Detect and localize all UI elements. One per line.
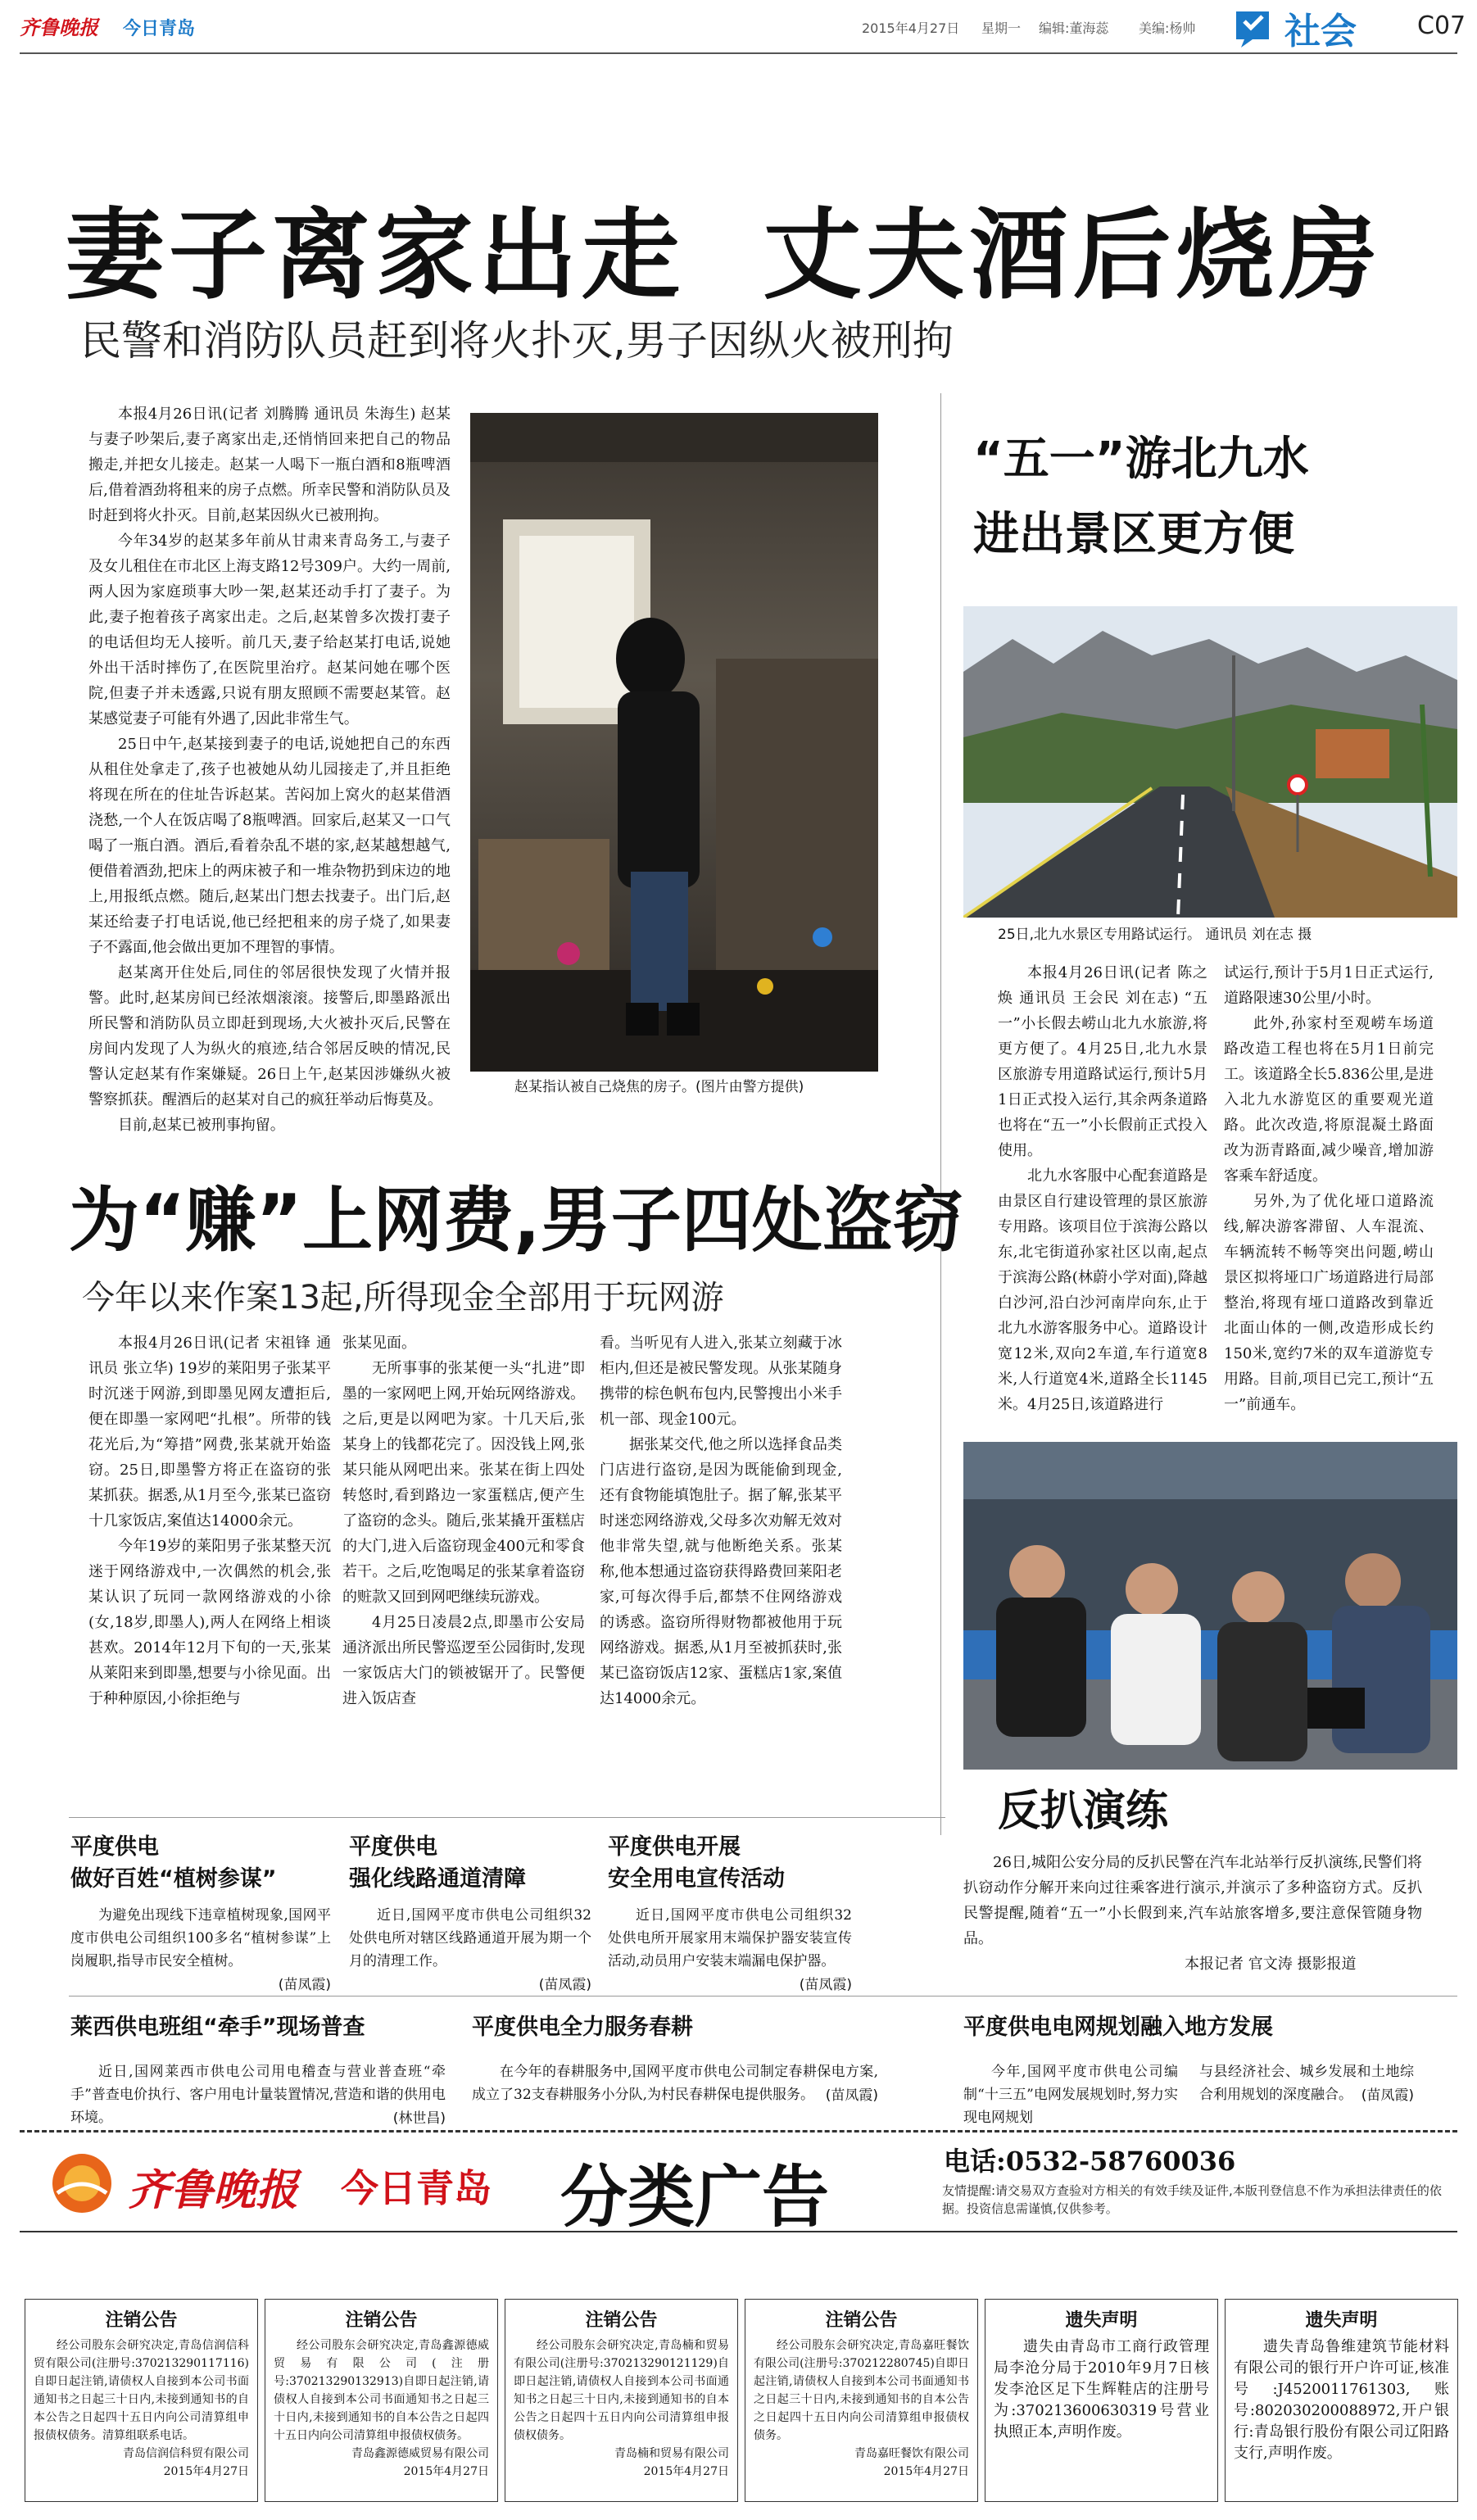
theft-paragraph: 看。当听见有人进入,张某立刻藏于冰柜内,但还是被民警发现。从张某随身携带的棕色帆布包内,民警搜出小米手机一部、现金100元。 <box>600 1335 842 1428</box>
page-designer: 美编:杨帅 <box>1139 20 1196 36</box>
brief-author: (苗凤霞) <box>278 1977 331 1993</box>
brief-card <box>349 1829 591 1993</box>
brief-body: 为避免出现线下违章植树现象,国网平度市供电公司组织100多名“植树参谋”上岗履职,指导市民安全植树。 <box>70 1907 331 1969</box>
jiushui-paragraph: 试运行,预计于5月1日正式运行,道路限速30公里/小时。 <box>1224 964 1434 1007</box>
lead-paragraph: 本报4月26日讯(记者 刘腾腾 通讯员 朱海生) 赵某与妻子吵架后,妻子离家出走,还悄悄回来把自己的物品搬走,并把女儿接走。赵某一人喝下一瓶白酒和8瓶啤酒后,借着酒劲将租来的房子点燃。所幸民警和消防队员及时赶到将火扑灭。目前,赵某因纵火已被刑拘。 <box>88 406 451 524</box>
brief-title-line2: 做好百姓“植树参谋” <box>70 1866 277 1892</box>
header-rule <box>20 52 1457 54</box>
antitheft-photo <box>963 1442 1457 1770</box>
ad-body: 经公司股东会研究决定,青岛鑫源德威贸易有限公司(注册号:370213290132913)自即日起注销,请债权人自接到本公司书面通知书之日起三十日内,未接到通知书的自本公告之日起四十五日内向公司清算组申报债权债务。 <box>274 2339 489 2442</box>
briefs-mid-rule <box>69 1996 1457 1997</box>
ad-card <box>505 2299 738 2502</box>
brief-card <box>963 2009 1422 2129</box>
section-flag-icon <box>1233 7 1272 49</box>
ad-card <box>265 2299 498 2502</box>
brief-body: 近日,国网平度市供电公司组织32处供电所开展家用末端保护器安装宣传活动,动员用户安装末端漏电保护器。 <box>608 1907 852 1969</box>
ad-body: 经公司股东会研究决定,青岛信润信科贸有限公司(注册号:370213290117116)自即日起注销,请债权人自接到本公司书面通知书之日起三十日内,未接到通知书的自本公告之日起四十五日内向公司清算组申报债权债务。清算组联系电话。 <box>34 2339 249 2442</box>
theft-paragraph: 无所事事的张某便一头“扎进”即墨的一家网吧上网,开始玩网络游戏。之后,更是以网吧为家。十几天后,张某身上的钱都花完了。因没钱上网,张某只能从网吧出来。张某在街上四处转悠时,看到路边一家蛋糕店,便产生了盗窃的念头。随后,张某撬开蛋糕店的大门,进入后盗窃现金400元和零食若干。之后,吃饱喝足的张某拿着盗窃的赃款又回到网吧继续玩游戏。 <box>342 1360 585 1606</box>
brief-author: (苗凤霞) <box>1361 2087 1414 2104</box>
jiushui-headline-line2: 进出景区更方便 <box>973 508 1294 561</box>
theft-paragraph: 张某见面。 <box>342 1335 416 1352</box>
brief-body: 与县经济社会、城乡发展和土地综合利用规划的深度融合。 <box>1199 2064 1414 2103</box>
ad-body: 经公司股东会研究决定,青岛楠和贸易有限公司(注册号:370213290121129)自即日起注销,请债权人自接到本公司书面通知书之日起三十日内,未接到通知书的自本公告之日起四十五日内向公司清算组申报债权债务。 <box>514 2339 729 2442</box>
brief-title-line1: 平度供电开展 <box>608 1834 741 1860</box>
briefs-top-rule <box>69 1817 945 1818</box>
classified-banner <box>20 2130 1457 2237</box>
lead-photo <box>470 413 878 1072</box>
classified-title: 分类广告 <box>560 2158 830 2237</box>
ad-card <box>25 2299 258 2502</box>
brief-body: 在今年的春耕服务中,国网平度市供电公司制定春耕保电方案,成立了32支春耕服务小分队,为村民春耕保电提供服务。 <box>472 2064 878 2103</box>
brief-author: (苗凤霞) <box>538 1977 591 1993</box>
ad-heading: 注销公告 <box>345 2310 418 2331</box>
ad-heading: 遗失声明 <box>1065 2310 1138 2331</box>
brief-title: 平度供电全力服务春耕 <box>472 2015 693 2040</box>
classified-brand: 齐鲁晚报 <box>128 2165 299 2215</box>
section-name: 社会 <box>1284 11 1357 52</box>
brief-body: 近日,国网平度市供电公司组织32处供电所对辖区线路通道开展为期一个月的清理工作。 <box>349 1907 591 1969</box>
brief-title-line2: 安全用电宣传活动 <box>608 1866 785 1892</box>
brief-card <box>608 1829 852 1993</box>
theft-paragraph: 4月25日凌晨2点,即墨市公安局通济派出所民警巡逻至公园街时,发现一家饭店大门的锁被锯开了。民警便进入饭店查 <box>342 1614 585 1707</box>
antitheft-body-block <box>963 1850 1422 1977</box>
lead-paragraph: 25日中午,赵某接到妻子的电话,说她把自己的东西从租住处拿走了,孩子也被她从幼儿园接走了,并且拒绝将现在所在的住址告诉赵某。苦闷加上窝火的赵某借酒浇愁,一个人在饭店喝了8瓶啤酒。回家后,赵某又一口气喝了一瓶白酒。酒后,看着杂乱不堪的家,赵某越想越气,便借着酒劲,把床上的两床被子和一堆杂物扔到床边的地上,用报纸点燃。随后,赵某出门想去找妻子。出门后,赵某还给妻子打电话说,他已经把租来的房子烧了,如果妻子不露面,他会做出更加不理智的事情。 <box>88 736 451 956</box>
theft-body-col2 <box>342 1330 585 1711</box>
brief-card <box>70 2009 446 2127</box>
brief-body: 今年,国网平度市供电公司编制“十三五”电网发展规划时,努力实现电网规划 <box>963 2064 1178 2126</box>
classified-ad-grid <box>25 2299 1458 2502</box>
ad-signature: 青岛嘉旺餐饮有限公司 <box>854 2447 969 2460</box>
classified-edition: 今日青岛 <box>341 2166 492 2210</box>
lead-body <box>88 401 451 1138</box>
ad-body: 遗失青岛鲁维建筑节能材料有限公司的银行开户许可证,核准号:J4520011761303,账号:802030200088972,开户银行:青岛银行股份有限公司辽阳路支行,声明作废。 <box>1234 2338 1449 2462</box>
classified-phone: 电话:0532-58760036 <box>944 2146 1236 2177</box>
theft-headline: 为“赚”上网费,男子四处盗窃 <box>69 1180 963 1262</box>
brief-author: (苗凤霞) <box>825 2087 878 2104</box>
ad-card <box>985 2299 1218 2502</box>
jiushui-headline-line1: “五一”游北九水 <box>973 433 1309 486</box>
ad-date: 2015年4月27日 <box>403 2465 489 2478</box>
ad-card <box>745 2299 978 2502</box>
issue-date: 2015年4月27日 <box>862 20 960 36</box>
ad-card <box>1225 2299 1458 2502</box>
ad-signature: 青岛鑫源德威贸易有限公司 <box>351 2447 489 2460</box>
theft-body-col3 <box>600 1330 842 1711</box>
brief-title: 莱西供电班组“牵手”现场普查 <box>70 2015 365 2040</box>
brief-author: (苗凤霞) <box>799 1977 852 1993</box>
ad-signature: 青岛信润信科贸有限公司 <box>123 2447 249 2460</box>
issue-weekday: 星期一 <box>981 20 1022 36</box>
lead-subhead: 民警和消防队员赶到将火扑灭,男子因纵火被刑拘 <box>80 317 954 365</box>
brief-title: 平度供电电网规划融入地方发展 <box>963 2015 1273 2040</box>
ad-body: 遗失由青岛市工商行政管理局李沧分局于2010年9月7日核发李沧区足下生辉鞋店的注册号为:370213600630319号营业执照正本,声明作废。 <box>994 2338 1209 2441</box>
page-header <box>0 0 1477 59</box>
brief-title-line2: 强化线路通道清障 <box>349 1866 526 1892</box>
theft-paragraph: 据张某交代,他之所以选择食品类门店进行盗窃,是因为既能偷到现金,还有食物能填饱肚子。据了解,张某平时迷恋网络游戏,父母多次劝解无效对他非常失望,就与他断绝关系。张某称,他本想通过盗窃获得路费回莱阳老家,可每次得手后,都禁不住网络游戏的诱惑。盗窃所得财物都被他用于玩网络游戏。据悉,从1月至被抓获时,张某已盗窃饭店12家、蛋糕店1家,案值达14000余元。 <box>600 1436 842 1707</box>
ad-heading: 注销公告 <box>585 2310 658 2331</box>
page-number: C07 <box>1417 11 1466 40</box>
ad-body: 经公司股东会研究决定,青岛嘉旺餐饮有限公司(注册号:370212280745)自即日起注销,请债权人自接到本公司书面通知书之日起三十日内,未接到通知书的自本公告之日起四十五日内向公司清算组申报债权债务。 <box>754 2339 969 2442</box>
ad-heading: 注销公告 <box>825 2310 898 2331</box>
antitheft-credit: 本报记者 官文涛 摄影报道 <box>1185 1956 1357 1973</box>
theft-body-col1 <box>88 1330 331 1711</box>
brief-body: 近日,国网莱西市供电公司用电稽查与营业普查班“牵手”普查电价执行、客户用电计量装置情况,营造和谐的供用电环境。 <box>70 2064 446 2126</box>
masthead-brand: 齐鲁晚报 <box>20 16 98 39</box>
jiushui-paragraph: 北九水客服中心配套道路是由景区自行建设管理的景区旅游专用路。该项目位于滨海公路以东,北宅街道孙家社区以南,起点于滨海公路(林蔚小学对面),降越白沙河,沿白沙河南岸向东,止于北九水游客服务中心。道路设计宽12米,双向2车道,车行道宽8米,人行道宽4米,道路全长1145米。4月25日,该道路进行 <box>998 1167 1207 1413</box>
theft-paragraph: 本报4月26日讯(记者 宋祖锋 通讯员 张立华) 19岁的莱阳男子张某平时沉迷于网游,到即墨见网友遭拒后,便在即墨一家网吧“扎根”。所带的钱花光后,为“筹措”网费,张某就开始盗窃。25日,即墨警方将正在盗窃的张某抓获。据悉,从1月至今,张某已盗窃十几家饭店,案值达14000余元。 <box>88 1335 331 1530</box>
lead-paragraph: 目前,赵某已被刑事拘留。 <box>118 1117 285 1134</box>
jiushui-photo-caption: 25日,北九水景区专用路试运行。 通讯员 刘在志 摄 <box>998 927 1312 943</box>
brief-card <box>70 1829 331 1993</box>
ad-date: 2015年4月27日 <box>643 2465 729 2478</box>
brief-author: (林世昌) <box>392 2110 446 2127</box>
page-editor: 编辑:董海蕊 <box>1039 20 1109 36</box>
jiushui-paragraph: 本报4月26日讯(记者 陈之焕 通讯员 王会民 刘在志) “五一”小长假去崂山北九水旅游,将更方便了。4月25日,北九水景区旅游专用道路试运行,预计5月1日正式投入运行,其余两条道路也将在“五一”小长假前正式投入使用。 <box>998 964 1207 1159</box>
brief-title-line1: 平度供电 <box>349 1834 437 1860</box>
lead-paragraph: 赵某离开住处后,同住的邻居很快发现了火情并报警。此时,赵某房间已经浓烟滚滚。接警后,即墨路派出所民警和消防队员立即赶到现场,大火被扑灭后,民警在房间内发现了人为纵火的痕迹,结合邻居反映的情况,民警认定赵某有作案嫌疑。26日上午,赵某因涉嫌纵火被警察抓获。醒酒后的赵某对自己的疯狂举动后悔莫及。 <box>88 964 451 1108</box>
theft-subhead: 今年以来作案13起,所得现金全部用于玩网游 <box>82 1279 724 1317</box>
theft-paragraph: 今年19岁的莱阳男子张某整天沉迷于网络游戏中,一次偶然的机会,张某认识了玩同一款网络游戏的小徐(女,18岁,即墨人),两人在网络上相谈甚欢。2014年12月下旬的一天,张某从莱阳来到即墨,想要与小徐见面。出于种种原因,小徐拒绝与 <box>88 1538 331 1707</box>
ad-signature: 青岛楠和贸易有限公司 <box>614 2447 729 2460</box>
masthead-edition: 今日青岛 <box>123 19 196 39</box>
classified-notice: 友情提醒:请交易双方查验对方相关的有效手续及证件,本版刊登信息不作为承担法律责任的依据。投资信息需谨慎,仅供参考。 <box>942 2183 1442 2216</box>
brand-logo-icon <box>49 2151 115 2216</box>
lead-headline: 妻子离家出走 丈夫酒后烧房 <box>66 199 1383 313</box>
ad-heading: 注销公告 <box>105 2310 178 2331</box>
antitheft-headline: 反扒演练 <box>998 1787 1169 1836</box>
lead-paragraph: 今年34岁的赵某多年前从甘肃来青岛务工,与妻子及女儿租住在市北区上海支路12号309户。大约一周前,两人因为家庭琐事大吵一架,赵某还动手打了妻子。为此,妻子抱着孩子离家出走。之后,赵某曾多次拨打妻子的电话但均无人接听。前几天,妻子给赵某打电话,说她外出干活时摔伤了,在医院里治疗。赵某问她在哪个医院,但妻子并未透露,只说有朋友照顾不需要赵某管。赵某感觉妻子可能有外遇了,因此非常生气。 <box>88 533 451 727</box>
jiushui-paragraph: 另外,为了优化垭口道路流线,解决游客滞留、人车混流、车辆流转不畅等突出问题,崂山景区拟将垭口广场道路进行局部整治,将现有垭口道路改到靠近北面山体的一侧,改造形成长约150米,宽约7米的双车道游览专用路。目前,项目已完工,预计“五一”前通车。 <box>1224 1193 1434 1413</box>
jiushui-body-col2 <box>1224 960 1434 1417</box>
jiushui-body-col1 <box>998 960 1207 1417</box>
jiushui-photo <box>963 606 1457 918</box>
lead-photo-caption: 赵某指认被自己烧焦的房子。(图片由警方提供) <box>514 1079 804 1095</box>
ad-date: 2015年4月27日 <box>883 2465 969 2478</box>
brief-title-line1: 平度供电 <box>70 1834 159 1860</box>
column-divider <box>940 393 941 1835</box>
jiushui-paragraph: 此外,孙家村至观崂车场道路改造工程也将在5月1日前完工。该道路全长5.836公里,是进入北九水游览区的重要观光道路。此次改造,将原混凝土路面改为沥青路面,减少噪音,增加游客乘车舒适度。 <box>1224 1015 1434 1185</box>
antitheft-paragraph: 26日,城阳公安分局的反扒民警在汽车北站举行反扒演练,民警们将扒窃动作分解开来向过往乘客进行演示,并演示了多种盗窃方式。反扒民警提醒,随着“五一”小长假到来,汽车站旅客增多,要注意保管随身物品。 <box>963 1854 1422 1947</box>
brief-card <box>472 2009 878 2104</box>
ad-date: 2015年4月27日 <box>163 2465 249 2478</box>
ad-heading: 遗失声明 <box>1305 2310 1378 2331</box>
